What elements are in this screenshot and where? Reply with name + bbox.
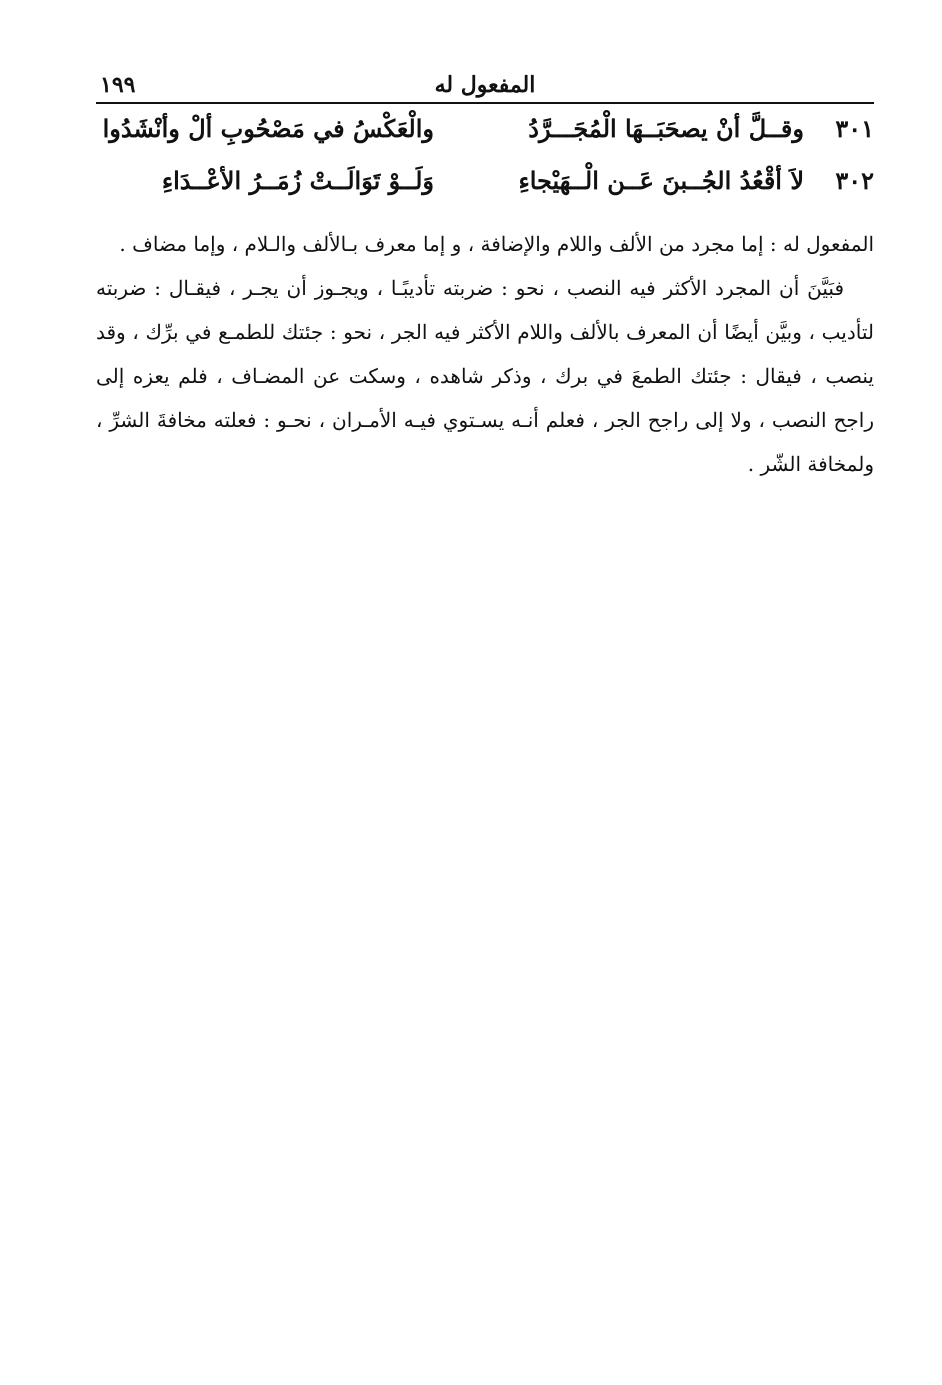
page-number: ١٩٩ bbox=[100, 72, 136, 98]
paragraph: فبَيَّنَ أن المجرد الأكثر فيه النصب ، نحو : ضربته تأديبًـا ، ويجـوز أن يجـر ، فيقـال : ضربته لتأديب ، وبيَّن أيضًا أن المعرف بالألف واللام الأكثر فيه الجر ، نحو : جئتك للطمـع في برِّك ، وقد ينصب ، فيقال : جئتك الطمعَ في برك ، وذكر شاهده ، وسكت عن المضـاف ، فلم يعزه إلى راجح النصب ، ولا إلى راجح الجر ، فعلم أنـه يسـتوي فيـه الأمـران ، نحـو : فعلته مخافةَ الشرِّ ، ولمخافة الشّر . bbox=[96, 276, 874, 476]
verse-first-half: لاَ أقْعُدُ الجُــبنَ عَــن الْــهَيْجاءِ bbox=[518, 166, 804, 195]
verse-block bbox=[96, 114, 874, 218]
verse-number: ٣٠١ bbox=[835, 114, 874, 143]
verse-line bbox=[96, 114, 874, 166]
verse-second-half: وَلَــوْ تَوَالَــتْ زُمَــرُ الأعْــدَاءِ bbox=[161, 166, 434, 195]
paragraph: المفعول له : إما مجرد من الألف واللام والإضافة ، و إما معرف بـالألف والـلام ، وإما مضاف . bbox=[119, 232, 874, 256]
commentary-text bbox=[96, 222, 874, 486]
verse-number: ٣٠٢ bbox=[835, 166, 874, 195]
page-header bbox=[96, 66, 874, 102]
verse-first-half: وقــلَّ أنْ يصحَبَــهَا الْمُجَـــرَّدُ bbox=[528, 114, 804, 143]
chapter-title: المفعول له bbox=[434, 72, 536, 98]
header-rule bbox=[96, 102, 874, 104]
verse-second-half: والْعَكْسُ في مَصْحُوبِ ألْ وأنْشَدُوا bbox=[102, 114, 434, 143]
verse-line bbox=[96, 166, 874, 218]
